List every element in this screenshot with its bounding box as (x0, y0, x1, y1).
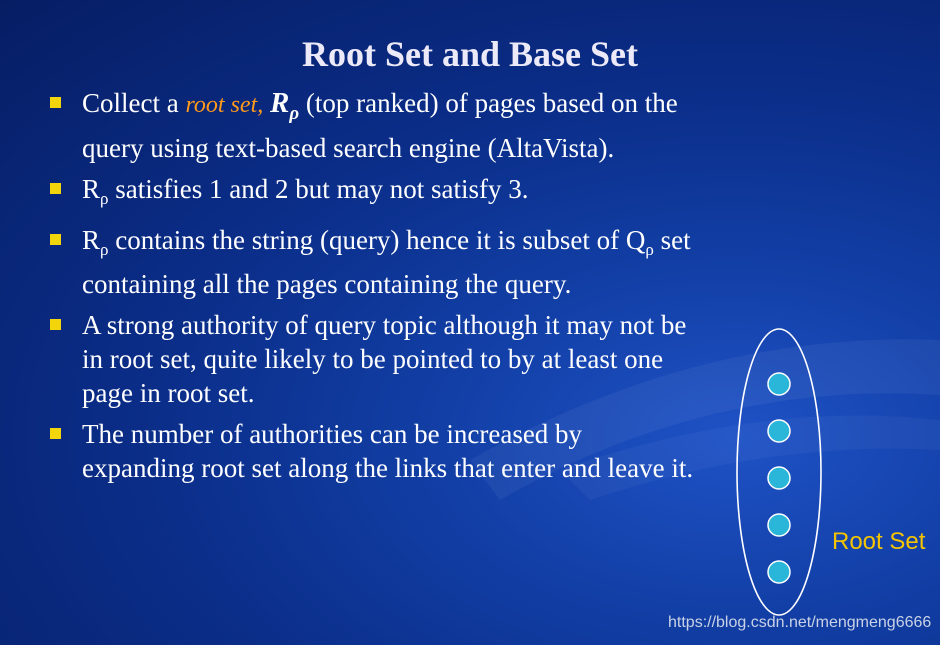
bullet-4-text: A strong authority of query topic although it may not be in root set, quite likely to be pointed to by at least one page in root set. (82, 310, 687, 408)
bullet-5-text: The number of authorities can be increased by expanding root set along the links that enter and leave it. (82, 419, 694, 483)
root-set-nodes (768, 373, 790, 583)
square-bullet-icon (50, 97, 61, 108)
root-set-node (768, 420, 790, 442)
root-set-node (768, 561, 790, 583)
r-symbol: R (270, 87, 290, 119)
root-set-label: Root Set (832, 528, 926, 555)
root-set-node (768, 373, 790, 395)
bullet-item-3 (46, 223, 696, 301)
root-set-node (768, 514, 790, 536)
bullet-item-4 (46, 308, 696, 410)
root-set-node (768, 467, 790, 489)
root-set-diagram (730, 326, 830, 626)
square-bullet-icon (50, 428, 61, 439)
square-bullet-icon (50, 183, 61, 194)
bullet-list (46, 86, 696, 492)
slide-title: Root Set and Base Set (301, 34, 638, 74)
root-set-term: root set, (185, 92, 264, 118)
rho-subscript: ρ (289, 103, 300, 124)
bullet-1-text-line1: (top ranked) of pages based (305, 88, 605, 118)
bullet-3-text-a: contains the string (query) hence it is subset of (108, 225, 620, 255)
bullet-item-2 (46, 172, 696, 216)
watermark-url: https://blog.csdn.net/mengmeng6666 (668, 614, 932, 631)
bullet-1-text-pre: Collect a (82, 88, 186, 118)
bullet-2-text: satisfies 1 and 2 but may not satisfy 3. (108, 174, 529, 204)
bullet-item-5 (46, 417, 696, 485)
rho-subscript: ρ (100, 240, 109, 259)
square-bullet-icon (50, 234, 61, 245)
bullet-1-text-rest: on the query using text-based search engine (AltaVista). (82, 88, 678, 163)
square-bullet-icon (50, 319, 61, 330)
q-symbol: Q (625, 225, 646, 255)
r-symbol: R (82, 225, 101, 255)
r-symbol: R (82, 174, 101, 204)
rho-subscript: ρ (100, 189, 109, 208)
r-rho-symbol (270, 87, 300, 124)
bullet-item-1 (46, 86, 696, 165)
q-rho-subscript: ρ (645, 240, 654, 259)
bullet-3-text-b: set containing all the pages containing the query. (82, 225, 691, 299)
